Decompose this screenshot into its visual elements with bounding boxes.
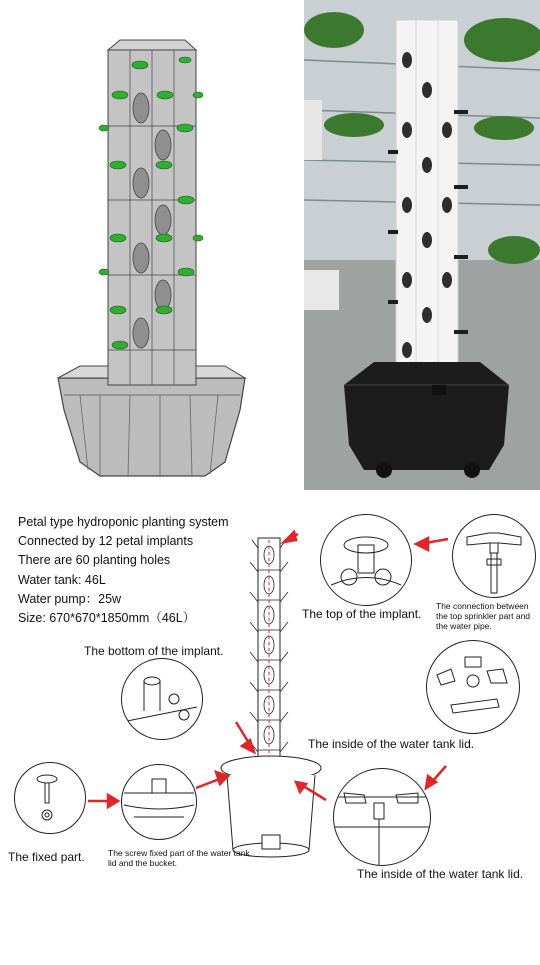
tower-photo-image <box>304 0 540 490</box>
caption-screw-fixed: The screw fixed part of the water tank lid and the bucket. <box>108 848 250 868</box>
spec-system-type: Petal type hydroponic planting system <box>18 515 229 529</box>
spec-holes: There are 60 planting holes <box>18 553 171 568</box>
caption-inside-lid-1: The inside of the water tank lid. <box>308 737 475 751</box>
spec-implants: Connected by 12 petal implants <box>18 534 194 549</box>
lid-inside-detail-top <box>426 640 520 734</box>
caption-bottom-of-implant: The bottom of the implant. <box>84 644 224 658</box>
caption-connection: The connection between the top sprinkler part and the water pipe. <box>436 601 531 631</box>
spec-water-pump: Water pump：25w <box>18 591 122 606</box>
fixed-part-detail <box>14 762 86 834</box>
caption-top-of-implant: The top of the implant. <box>302 607 422 621</box>
screw-fixed-part-detail <box>121 764 197 840</box>
lid-inside-detail-bottom <box>333 768 431 866</box>
sprinkler-connection-detail <box>452 514 536 598</box>
tower-render-image <box>0 0 300 490</box>
bottom-of-implant-detail <box>121 658 203 740</box>
top-of-implant-detail <box>320 514 412 606</box>
spec-water-tank: Water tank: 46L <box>18 572 106 587</box>
spec-size: Size: 670*670*1850mm（46L） <box>18 611 196 626</box>
caption-inside-lid-2: The inside of the water tank lid. <box>357 867 524 881</box>
caption-fixed-part: The fixed part. <box>8 850 85 864</box>
